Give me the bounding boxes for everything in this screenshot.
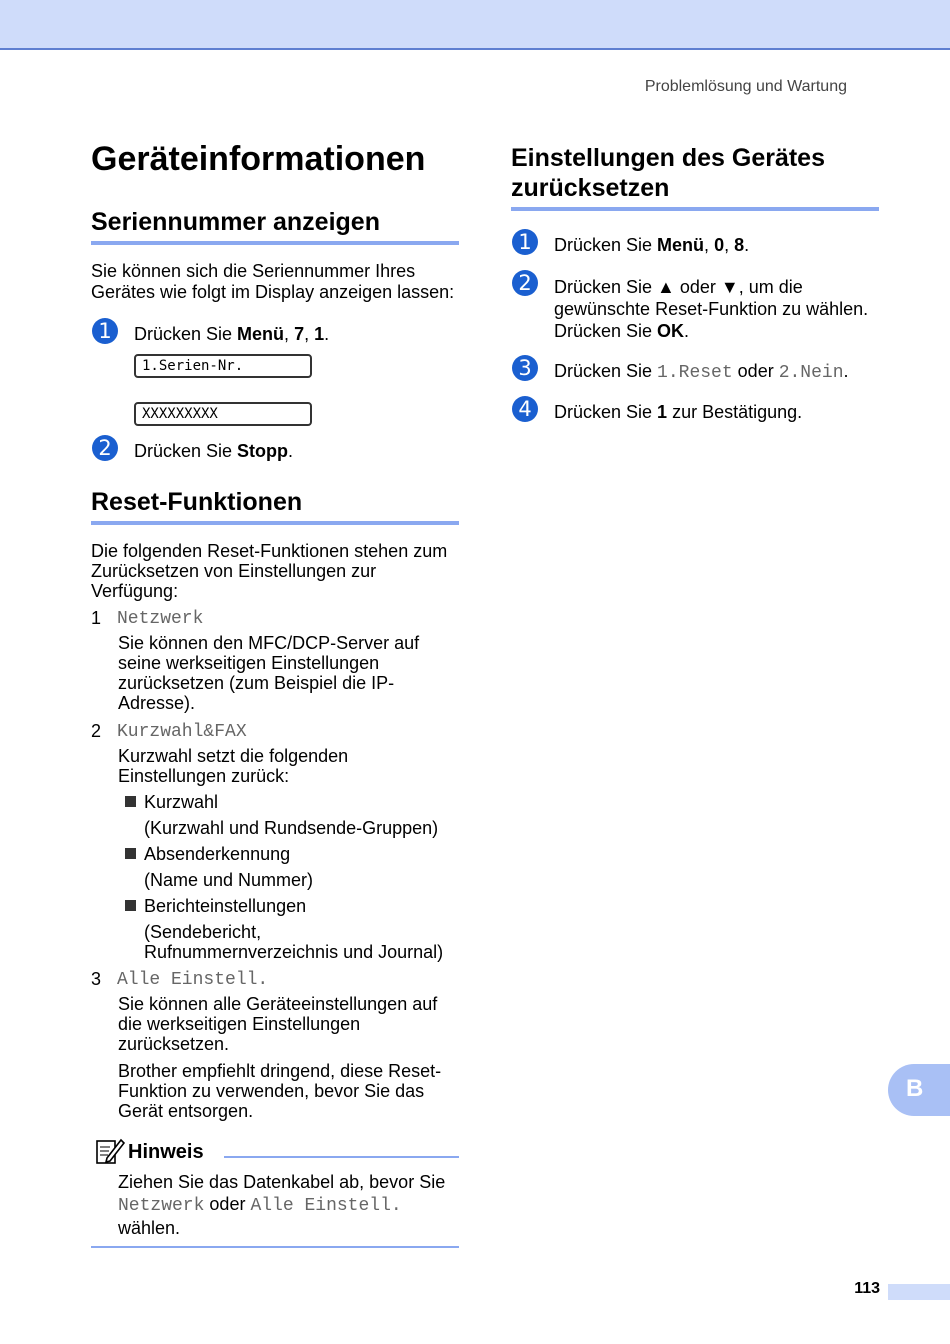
running-header: Problemlösung und Wartung bbox=[644, 78, 847, 95]
down-arrow-icon: ▼ bbox=[720, 277, 739, 297]
bullet-square-icon bbox=[125, 848, 136, 859]
lcd-display-1: 1.Serien-Nr. bbox=[134, 354, 312, 378]
lcd-display-2: XXXXXXXXX bbox=[134, 402, 312, 426]
note-text: Ziehen Sie das Datenkabel ab, bevor Sie Netzwerk oder Alle Einstell. wählen. bbox=[118, 1172, 446, 1238]
bullet-item: Berichteinstellungen bbox=[125, 896, 306, 917]
item-2-text: Kurzwahl setzt die folgenden Einstellungen zurück: bbox=[118, 746, 349, 786]
step-4-icon: 4 bbox=[512, 396, 538, 422]
right-step-4: Drücken Sie 1 zur Bestätigung. bbox=[554, 402, 803, 422]
item-3-text-1: Sie können alle Geräteeinstellungen auf die werkseitigen Einstellungen zurücksetzen. bbox=[118, 994, 438, 1054]
step-2-icon: 2 bbox=[92, 435, 118, 461]
bullet-detail: (Sendebericht, Rufnummernverzeichnis und Journal) bbox=[144, 922, 444, 962]
serial-step-2: Drücken Sie Stopp. bbox=[134, 441, 294, 461]
serial-heading: Seriennummer anzeigen bbox=[91, 208, 380, 236]
step-1-icon: 1 bbox=[512, 229, 538, 255]
note-bottom-rule bbox=[91, 1246, 459, 1248]
bullet-item: Absenderkennung bbox=[125, 844, 290, 865]
serial-rule bbox=[91, 241, 459, 245]
bullet-detail: (Kurzwahl und Rundsende-Gruppen) bbox=[144, 818, 439, 838]
item-3-name: Alle Einstell. bbox=[117, 970, 269, 990]
serial-step-1: Drücken Sie Menü, 7, 1. bbox=[134, 324, 330, 344]
bullet-item: Kurzwahl bbox=[125, 792, 218, 813]
item-1-number: 1 bbox=[91, 608, 102, 628]
step-3-icon: 3 bbox=[512, 355, 538, 381]
right-step-1: Drücken Sie Menü, 0, 8. bbox=[554, 235, 750, 255]
right-rule bbox=[511, 207, 879, 211]
up-arrow-icon: ▲ bbox=[657, 277, 675, 297]
serial-intro: Sie können sich die Seriennummer Ihres Gerätes wie folgt im Display anzeigen lassen: bbox=[91, 261, 455, 302]
reset-rule bbox=[91, 521, 459, 525]
item-1-text: Sie können den MFC/DCP-Server auf seine werkseitigen Einstellungen zurücksetzen (zum Beispiel die IP-Adresse). bbox=[118, 633, 420, 713]
page-title: Geräteinformationen bbox=[91, 140, 426, 178]
step-1-icon: 1 bbox=[92, 318, 118, 344]
top-band bbox=[0, 0, 950, 50]
reset-intro: Die folgenden Reset-Funktionen stehen zum Zurücksetzen von Einstellungen zur Verfügung: bbox=[91, 541, 448, 601]
right-step-3: Drücken Sie 1.Reset oder 2.Nein. bbox=[554, 361, 849, 383]
right-step-2: Drücken Sie ▲ oder ▼, um die gewünschte Reset-Funktion zu wählen. Drücken Sie OK. bbox=[554, 277, 869, 341]
chapter-tab: B bbox=[888, 1064, 950, 1116]
step-2-icon: 2 bbox=[512, 270, 538, 296]
item-3-text-2: Brother empfiehlt dringend, diese Reset-Funktion zu verwenden, bevor Sie das Gerät entsorgen. bbox=[118, 1061, 442, 1121]
bullet-square-icon bbox=[125, 900, 136, 911]
note-title: Hinweis bbox=[128, 1141, 204, 1163]
footer-bar bbox=[888, 1284, 950, 1300]
item-2-name: Kurzwahl&FAX bbox=[117, 722, 247, 742]
item-1-name: Netzwerk bbox=[117, 609, 204, 629]
right-heading: Einstellungen des Gerätes zurücksetzen bbox=[511, 144, 825, 202]
page-number: 113 bbox=[854, 1280, 880, 1297]
bullet-square-icon bbox=[125, 796, 136, 807]
item-3-number: 3 bbox=[91, 969, 102, 989]
note-pencil-icon bbox=[95, 1136, 125, 1166]
note-title-rule bbox=[224, 1156, 459, 1158]
bullet-detail: (Name und Nummer) bbox=[144, 870, 314, 890]
item-2-number: 2 bbox=[91, 721, 102, 741]
reset-heading: Reset-Funktionen bbox=[91, 488, 303, 516]
